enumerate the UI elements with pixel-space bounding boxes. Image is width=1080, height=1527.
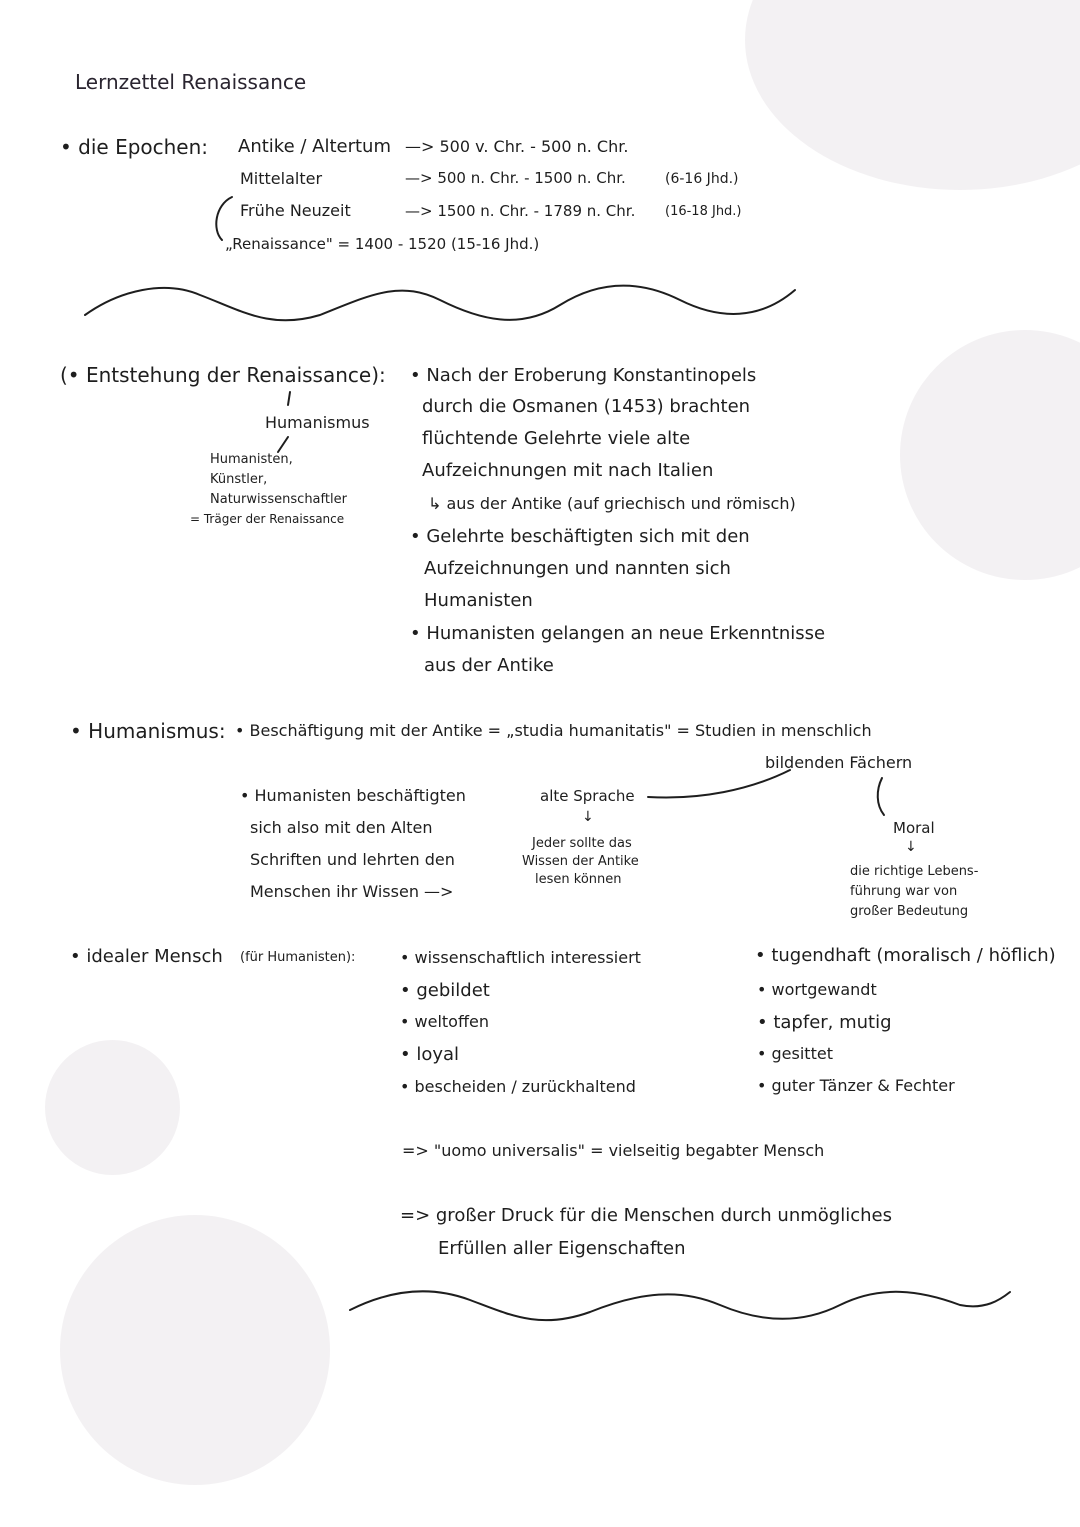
entstehung-point: • Nach der Eroberung Konstantinopels xyxy=(410,365,757,386)
entstehung-point: • Humanisten gelangen an neue Erkenntnisse xyxy=(410,623,826,644)
ideal-left-item: • loyal xyxy=(400,1044,460,1065)
humanismus-line1: • Beschäftigung mit der Antike = „studia humanitatis" = Studien in menschlich xyxy=(235,721,872,740)
page-title: Lernzettel Renaissance xyxy=(75,70,307,94)
moral-note: die richtige Lebens- xyxy=(850,864,979,879)
humanismus-heading: • Humanismus: xyxy=(70,719,226,743)
entstehung-point: • Gelehrte beschäftigten sich mit den xyxy=(410,526,750,547)
conclusion-druck: => großer Druck für die Menschen durch unmögliches xyxy=(400,1205,892,1226)
epoch-name-mittelalter: Mittelalter xyxy=(240,169,323,188)
epoch-extra-fruehe-neuzeit: (16-18 Jhd.) xyxy=(665,204,742,219)
tree-note: = Träger der Renaissance xyxy=(190,512,345,526)
epoch-name-fruehe-neuzeit: Frühe Neuzeit xyxy=(240,201,351,220)
tree-root-humanismus: Humanismus xyxy=(265,413,370,432)
conclusion-druck-cont: Erfüllen aller Eigenschaften xyxy=(438,1238,686,1259)
entstehung-point: Humanisten xyxy=(424,590,533,611)
epoch-range-antike: —> 500 v. Chr. - 500 n. Chr. xyxy=(405,137,629,156)
tree-item-humanisten: Humanisten, xyxy=(210,452,293,467)
epoch-name-antike: Antike / Altertum xyxy=(238,136,391,157)
epoch-renaissance: „Renaissance" = 1400 - 1520 (15-16 Jhd.) xyxy=(225,235,540,253)
moral-note: großer Bedeutung xyxy=(850,904,969,919)
down-arrow-icon: ↓ xyxy=(582,809,594,825)
wavy-divider-bottom xyxy=(350,1291,1010,1320)
alte-sprache-label: alte Sprache xyxy=(540,787,635,805)
entstehung-point: Aufzeichnungen mit nach Italien xyxy=(422,460,714,481)
bracket-moral xyxy=(878,778,884,815)
moral-note: führung war von xyxy=(850,884,958,899)
epoch-range-fruehe-neuzeit: —> 1500 n. Chr. - 1789 n. Chr. xyxy=(405,202,636,220)
tree-item-naturwissenschaftler: Naturwissenschaftler xyxy=(210,492,347,507)
ideal-right-item: • tugendhaft (moralisch / höflich) xyxy=(755,945,1056,966)
connector-sprache xyxy=(648,770,790,798)
tree-line-bottom xyxy=(278,437,288,452)
entstehung-point: ↳ aus der Antike (auf griechisch und römisch) xyxy=(428,494,796,513)
ideal-right-item: • wortgewandt xyxy=(757,980,877,999)
ideal-heading: • idealer Mensch xyxy=(70,946,223,967)
ideal-left-item: • weltoffen xyxy=(400,1012,489,1031)
humanismus-body: Schriften und lehrten den xyxy=(250,850,455,869)
entstehung-point: Aufzeichnungen und nannten sich xyxy=(424,558,731,579)
ideal-left-item: • gebildet xyxy=(400,980,490,1001)
ideal-left-item: • wissenschaftlich interessiert xyxy=(400,948,641,967)
tree-line-top xyxy=(288,392,290,405)
sprache-note: Jeder sollte das xyxy=(532,836,632,851)
ideal-heading-note: (für Humanisten): xyxy=(240,950,356,965)
ideal-right-item: • gesittet xyxy=(757,1044,833,1063)
ideal-right-item: • tapfer, mutig xyxy=(757,1012,892,1033)
ideal-right-item: • guter Tänzer & Fechter xyxy=(757,1076,955,1095)
humanismus-body: Menschen ihr Wissen —> xyxy=(250,882,454,901)
bracket-frühe-neuzeit xyxy=(216,197,232,240)
entstehung-point: durch die Osmanen (1453) brachten xyxy=(422,396,751,417)
moral-label: Moral xyxy=(893,819,935,837)
conclusion-uomo-universalis: => "uomo universalis" = vielseitig begabter Mensch xyxy=(402,1141,825,1160)
entstehung-heading: (• Entstehung der Renaissance): xyxy=(60,363,386,387)
sprache-note: Wissen der Antike xyxy=(522,854,639,869)
down-arrow-icon: ↓ xyxy=(905,839,917,855)
humanismus-body: • Humanisten beschäftigten xyxy=(240,786,466,805)
humanismus-line2: bildenden Fächern xyxy=(765,753,913,772)
sprache-note: lesen können xyxy=(535,872,622,887)
entstehung-point: aus der Antike xyxy=(424,655,554,676)
epoch-extra-mittelalter: (6-16 Jhd.) xyxy=(665,171,739,187)
humanismus-body: sich also mit den Alten xyxy=(250,818,433,837)
ideal-left-item: • bescheiden / zurückhaltend xyxy=(400,1077,636,1096)
epoch-range-mittelalter: —> 500 n. Chr. - 1500 n. Chr. xyxy=(405,169,626,187)
wavy-divider-top xyxy=(85,286,795,321)
entstehung-point: flüchtende Gelehrte viele alte xyxy=(422,428,691,449)
epochs-heading: • die Epochen: xyxy=(60,135,209,159)
tree-item-kuenstler: Künstler, xyxy=(210,472,268,487)
